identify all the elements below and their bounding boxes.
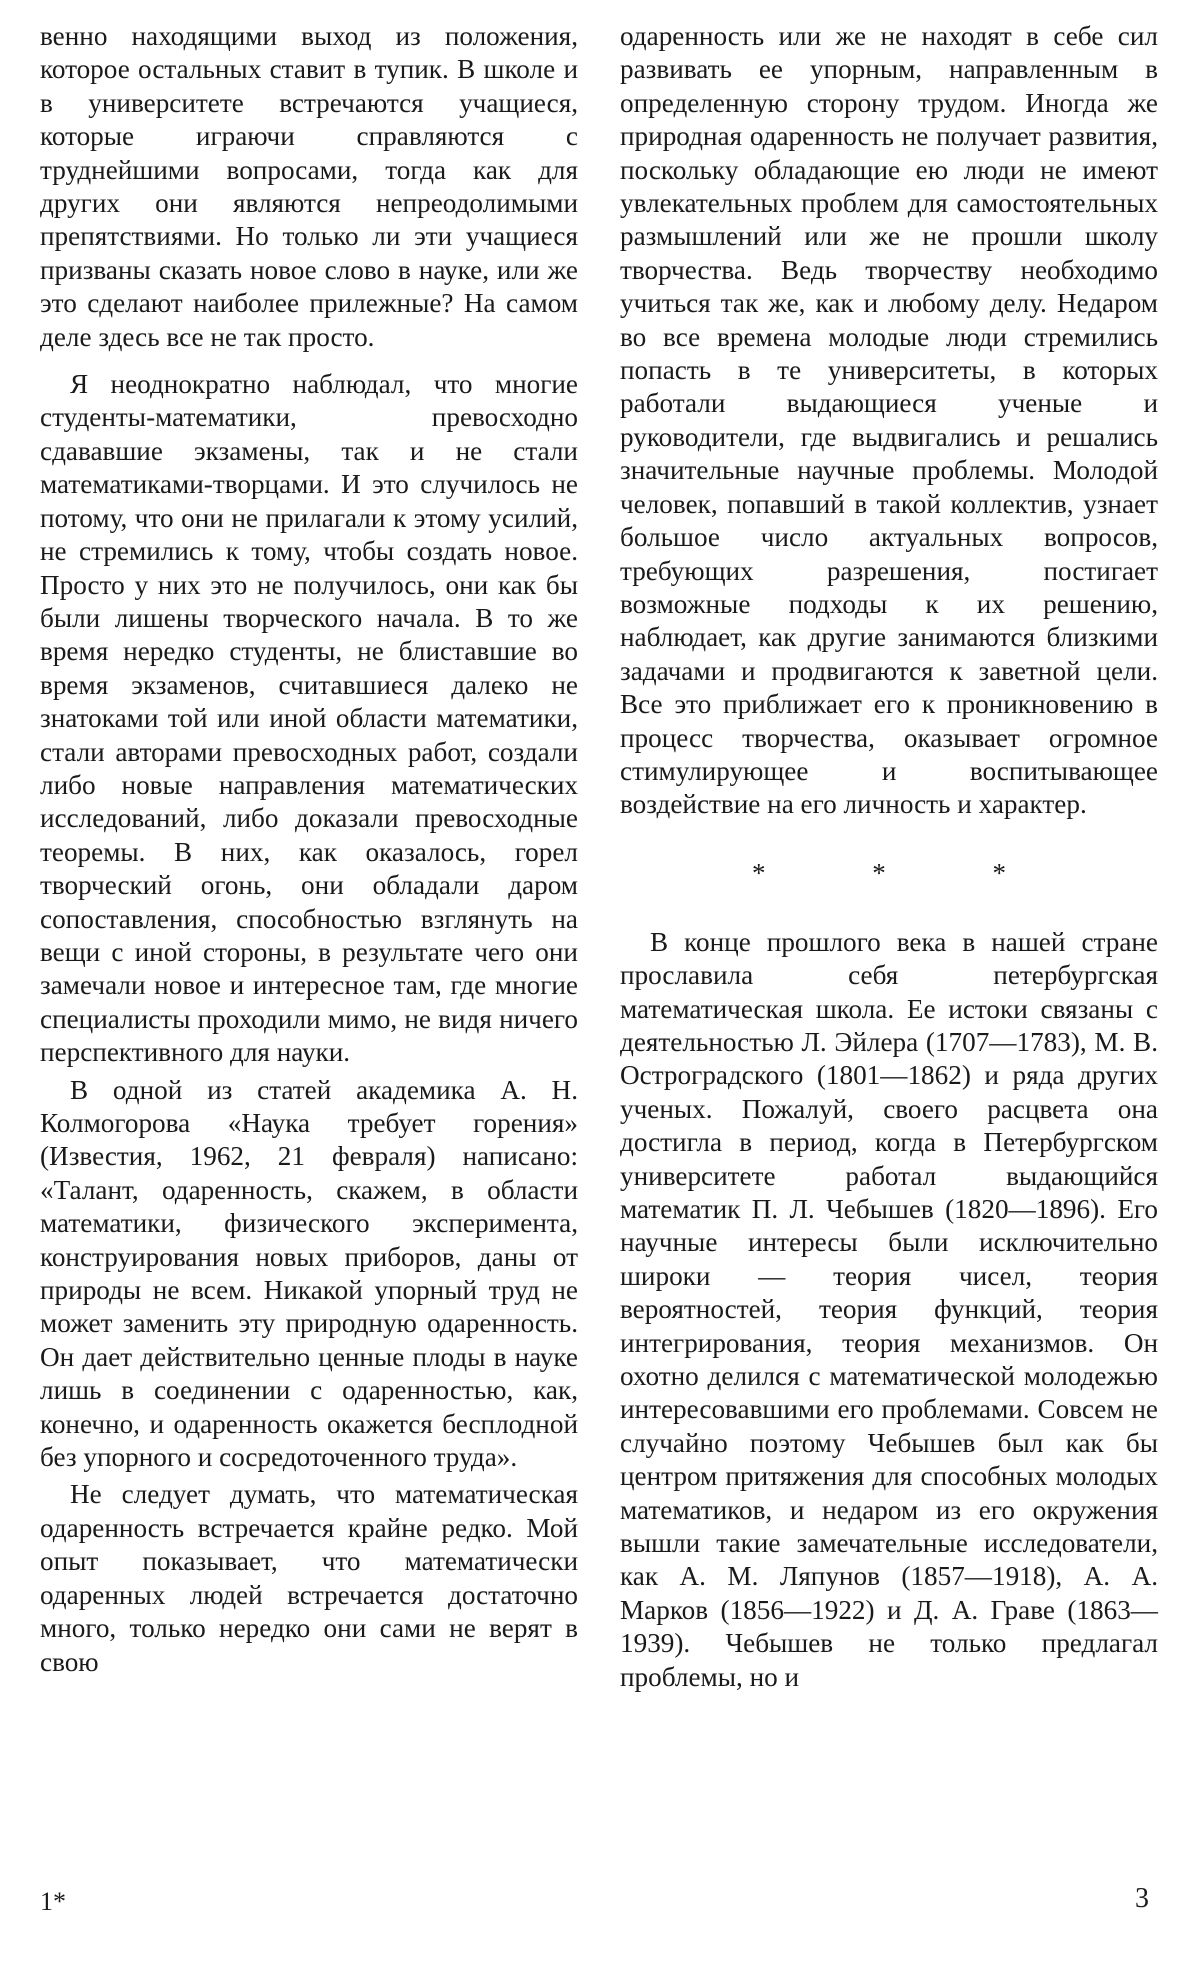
paragraph: Не следует думать, что математическая одаренность встречается крайне редко. Мой опыт показывает, что математически одаренных людей встречается достаточно много, только нередко они сами не верят в свою bbox=[40, 1479, 578, 1677]
paragraph-continued: венно находящими выход из положения, которое остальных ставит в тупик. В школе и в университете встречаются учащиеся, которые играючи справляются с труднейшими вопросами, тогда как для других они являются непреодолимыми препятствиями. Но только ли эти учащиеся призваны сказать новое слово в науке, или же это сделают наиболее прилежные? На самом деле здесь все не так просто. bbox=[40, 21, 578, 352]
paragraph: В конце прошлого века в нашей стране прославила себя петербургская математическая школа. Ее истоки связаны с деятельностью Л. Эйлера (1707—1783), М. В. Остроградского (1801—1862) и ряда других ученых. Пожалуй, своего расцвета она достигла в период, когда в Петербургском университете работал выдающийся математик П. Л. Чебышев (1820—1896). Его научные интересы были исключительно широки — теория чисел, теория вероятностей, теория функций, теория интегрирования, теория механизмов. Он охотно делился с математической молодежью интересовавшими его проблемами. Совсем не случайно поэтому Чебышев был как бы центром притяжения для способных молодых математиков, и недаром из его окружения вышли такие замечательные исследователи, как А. М. Ляпунов (1857—1918), А. А. Марков (1856—1922) и Д. А. Граве (1863—1939). Чебышев не только предлагал проблемы, но и bbox=[620, 926, 1158, 1692]
paragraph-continued: одаренность или же не находят в себе сил развивать ее упорным, направленным в определенную сторону трудом. Иногда же природная одаренность не получает развития, поскольку обладающие ею люди не имеют увлекательных проблем для самостоятельных размышлений или же не прошли школу творчества. Ведь творчеству необходимо учиться так же, как и любому делу. Недаром во все времена молодые люди стремились попасть в те университеты, в которых работали выдающиеся ученые и руководители, где выдвигались и решались значительные научные проблемы. Молодой человек, попавший в такой коллектив, узнает большое число актуальных вопросов, требующих разрешения, постигает возможные подходы к их решению, наблюдает, как другие занимаются близкими задачами и продвигаются к заветной цели. Все это приближает его к проникновению в процесс творчества, оказывает огромное стимулирующее и воспитывающее воздействие на его личность и характер. bbox=[620, 21, 1158, 820]
paragraph: Я неоднократно наблюдал, что многие студенты-математики, превосходно сдававшие экзамены, так и не стали математиками-творцами. И это случилось не потому, что они не прилагали к этому усилий, не стремились к тому, чтобы создать новое. Просто у них это не получилось, они как бы были лишены творческого начала. В то же время нередко студенты, не блиставшие во время экзаменов, считавшиеся далеко не знатоками той или иной области математики, стали авторами превосходных работ, создали либо новые направления математических исследований, либо доказали превосходные теоремы. В них, как оказалось, горел творческий огонь, они обладали даром сопоставления, способностью взглянуть на вещи с иной стороны, в результате чего они замечали новое и интересное там, где многие специалисты проходили мимо, не видя ничего перспективного для науки. bbox=[40, 369, 578, 1068]
section-separator: * * * bbox=[752, 857, 1056, 888]
signature-mark: 1* bbox=[40, 1887, 66, 1916]
page-number: 3 bbox=[1135, 1883, 1149, 1914]
text-column-right bbox=[620, 20, 1158, 1694]
text-column-left bbox=[40, 20, 578, 1679]
paragraph: В одной из статей академика А. Н. Колмогорова «Наука требует горения» (Известия, 1962, 21 февраля) написано: «Талант, одаренность, скажем, в области математики, физического эксперимента, конструирования новых приборов, даны от природы не всем. Никакой упорный труд не может заменить эту природную одаренность. Он дает действительно ценные плоды в науке лишь в соединении с одаренностью, как, конечно, и одаренность окажется бесплодной без упорного и сосредоточенного труда». bbox=[40, 1074, 578, 1473]
